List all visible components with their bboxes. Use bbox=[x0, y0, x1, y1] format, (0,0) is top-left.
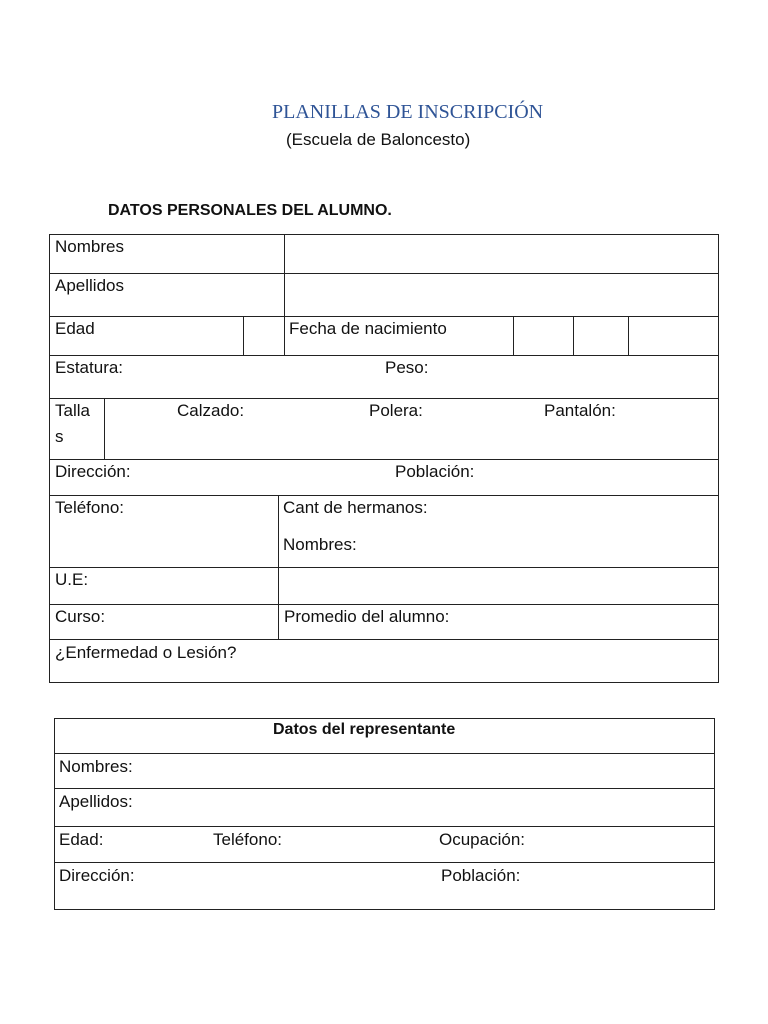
edad-label: Edad bbox=[55, 319, 95, 338]
fecha-nacimiento-label: Fecha de nacimiento bbox=[289, 319, 447, 338]
row-divider bbox=[49, 459, 719, 460]
page-subtitle: (Escuela de Baloncesto) bbox=[286, 130, 471, 149]
direccion-label: Dirección: bbox=[55, 462, 131, 481]
enfermedad-label: ¿Enfermedad o Lesión? bbox=[55, 643, 237, 662]
birth-month-field[interactable] bbox=[574, 317, 628, 355]
row-divider bbox=[49, 639, 719, 640]
row-divider bbox=[49, 495, 719, 496]
apellidos-label: Apellidos bbox=[55, 276, 124, 295]
row-divider bbox=[54, 788, 715, 789]
row-divider bbox=[49, 355, 719, 356]
curso-label: Curso: bbox=[55, 607, 106, 626]
estatura-label: Estatura: bbox=[55, 358, 124, 377]
col-divider bbox=[284, 316, 285, 355]
rep-edad-label: Edad: bbox=[59, 830, 104, 849]
rep-nombres-label: Nombres: bbox=[59, 757, 133, 776]
promedio-label: Promedio del alumno: bbox=[284, 607, 450, 626]
nombres-hermanos-label: Nombres: bbox=[283, 535, 357, 554]
pantalon-label: Pantalón: bbox=[544, 401, 616, 420]
apellidos-field[interactable] bbox=[285, 274, 718, 316]
row-divider bbox=[54, 753, 715, 754]
rep-ocupacion-label: Ocupación: bbox=[439, 830, 525, 849]
nombres-label: Nombres bbox=[55, 237, 124, 256]
edad-field[interactable] bbox=[244, 317, 284, 355]
col-divider bbox=[278, 495, 279, 639]
representative-table-border bbox=[54, 718, 715, 910]
nombres-field[interactable] bbox=[285, 235, 718, 273]
poblacion-label: Población: bbox=[395, 462, 475, 481]
row-divider bbox=[49, 398, 719, 399]
rep-apellidos-label: Apellidos: bbox=[59, 792, 133, 811]
cant-hermanos-label: Cant de hermanos: bbox=[283, 498, 428, 517]
rep-direccion-label: Dirección: bbox=[59, 866, 135, 885]
polera-label: Polera: bbox=[369, 401, 423, 420]
telefono-label: Teléfono: bbox=[55, 498, 124, 517]
calzado-label: Calzado: bbox=[177, 401, 245, 420]
rep-poblacion-label: Población: bbox=[441, 866, 521, 885]
row-divider bbox=[54, 826, 715, 827]
row-divider bbox=[54, 862, 715, 863]
row-divider bbox=[49, 604, 719, 605]
ue-field[interactable] bbox=[279, 568, 718, 604]
representative-heading: Datos del representante bbox=[273, 721, 456, 738]
birth-day-field[interactable] bbox=[514, 317, 573, 355]
rep-telefono-label: Teléfono: bbox=[213, 830, 282, 849]
tallas-label-line2: s bbox=[55, 427, 64, 446]
peso-label: Peso: bbox=[385, 358, 429, 377]
student-section-heading: DATOS PERSONALES DEL ALUMNO. bbox=[108, 202, 392, 219]
page-title: PLANILLAS DE INSCRIPCIÓN bbox=[272, 101, 544, 123]
tallas-label-line1: Talla bbox=[55, 401, 90, 420]
birth-year-field[interactable] bbox=[629, 317, 718, 355]
ue-label: U.E: bbox=[55, 570, 89, 589]
col-divider bbox=[104, 398, 105, 459]
